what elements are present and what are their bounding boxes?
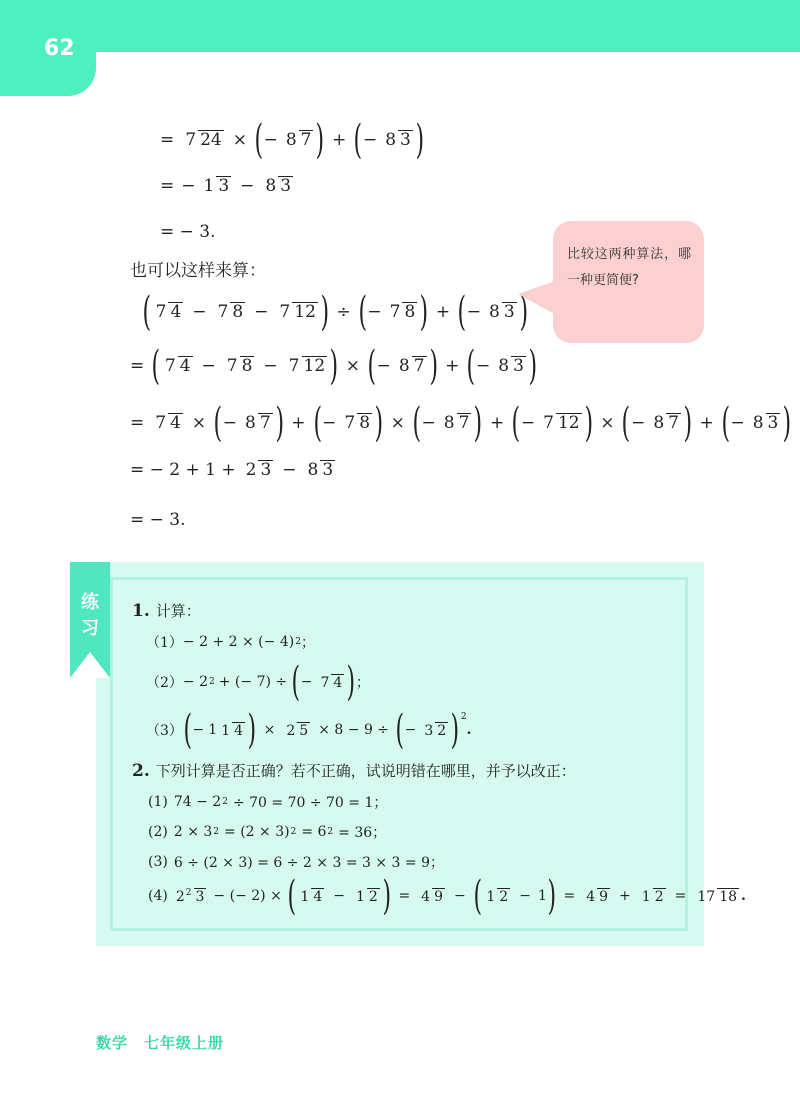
- exercise-q2-part2: (2) 2 × 3 2 = (2 × 3) 2 = 6 2 = 36；: [148, 824, 387, 841]
- exercise-ribbon-label: 练习: [81, 592, 99, 639]
- page-number: 62: [44, 36, 75, 61]
- alt-line-4: = − 2 + 1 + 2 3 − 8 3: [130, 460, 334, 481]
- alt-method-heading: 也可以这样来算：: [130, 261, 266, 281]
- alt-line-5: = − 3.: [130, 510, 186, 530]
- exercise-q1-part1: （1） − 2 + 2 × (− 4) 2 ；: [146, 634, 315, 651]
- exercise-q2-part4: (4) 22 3 − (− 2) × ( 1 4 − 1 2 ) = 4 9 − ( 1 2 − 1 ) = 4 9 + 1 2 = 17 18 .: [148, 873, 746, 919]
- exercise-q1-title: 1. 计算：: [132, 600, 201, 621]
- exercise-q1-part3: （3） ( − 1 1 4 ) × 2 5 × 8 − 9 ÷ ( − 3 2 ) 2 .: [146, 707, 472, 753]
- exercise-q2-part1: (1) 74 − 2 2 ÷ 70 = 70 ÷ 70 = 1；: [148, 794, 388, 811]
- ribbon-notch: [70, 652, 110, 678]
- calc-line-3: = − 3.: [160, 222, 216, 242]
- speech-bubble-tail: [518, 280, 558, 316]
- footer-book-title: 数学 七年级上册: [96, 1034, 225, 1052]
- alt-line-1: ( 7 4 − 7 8 − 7 12 ) ÷ ( − 7 8 ) + ( − 8 3 ): [142, 289, 528, 335]
- exercise-q2-part3: (3) 6 ÷ (2 × 3) = 6 ÷ 2 × 3 = 3 × 3 = 9；: [148, 854, 444, 871]
- header-bar: [0, 0, 800, 52]
- calc-line-1: = 7 24 × ( − 8 7 ) + ( − 8 3 ): [160, 117, 424, 163]
- calc-line-2: = − 1 3 − 8 3: [160, 176, 292, 197]
- exercise-q2-title: 2. 下列计算是否正确？若不正确，试说明错在哪里，并予以改正：: [132, 760, 576, 781]
- alt-line-2: = ( 7 4 − 7 8 − 7 12 ) × ( − 8 7 ) + ( − 8 3 ): [130, 343, 537, 389]
- exercise-q1-part2: （2） − 2 2 + (− 7) ÷ ( − 7 4 ) ；: [146, 659, 370, 705]
- alt-line-3: = 7 4 × ( − 8 7 ) + ( − 7 8 ) × ( − 8 7 ) + ( − 7 12 ) × ( − 8 7 ) + ( − 8 3 ): [130, 400, 792, 446]
- speech-bubble-text: 比较这两种算法，哪一种更简便?: [567, 247, 691, 288]
